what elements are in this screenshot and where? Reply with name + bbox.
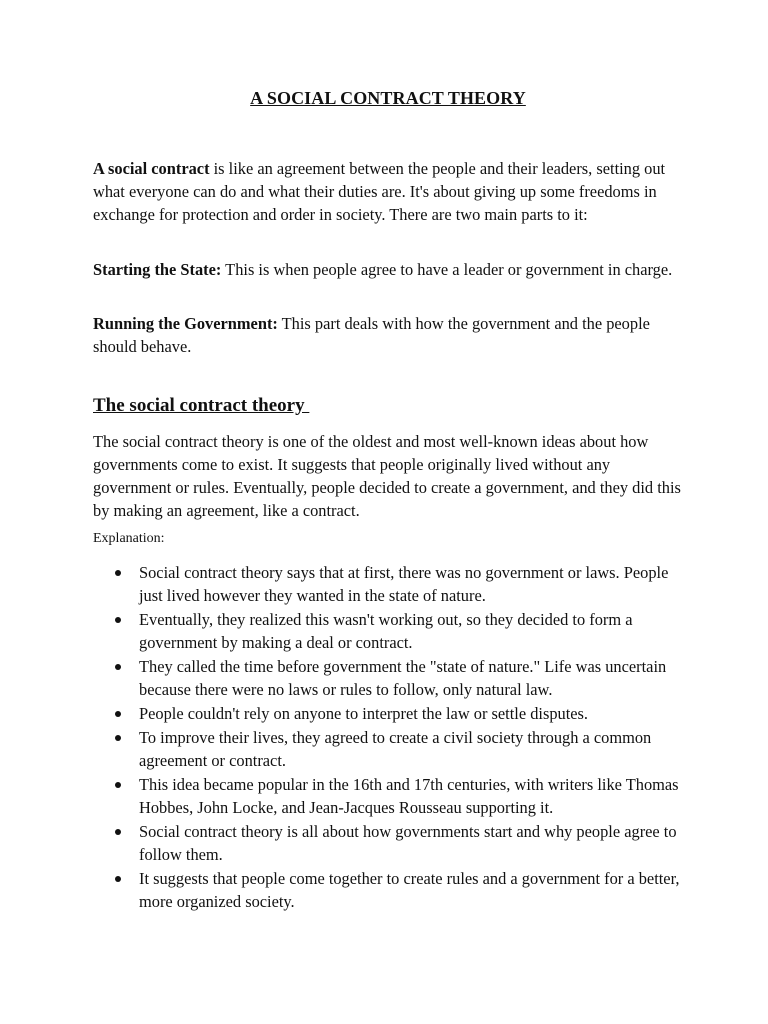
part-running-government-text: This part deals with how the government and the people should behave. xyxy=(93,314,650,356)
intro-text: is like an agreement between the people and their leaders, setting out what everyone can do and what their duties are. It's about giving up some freedoms in exchange for protection and order in society. There are two main parts to it: xyxy=(93,159,666,224)
bullet-icon xyxy=(115,617,121,623)
list-item xyxy=(93,655,683,701)
bullet-icon xyxy=(115,570,121,576)
list-item-text: This idea became popular in the 16th and 17th centuries, with writers like Thomas Hobbes, John Locke, and Jean-Jacques Rousseau supporting it. xyxy=(139,775,679,817)
bullet-icon xyxy=(115,876,121,882)
intro-paragraph xyxy=(93,157,683,226)
section-heading: The social contract theory xyxy=(93,395,310,416)
part-starting-state-term: Starting the State: xyxy=(93,260,222,279)
list-item-text: They called the time before government the "state of nature." Life was uncertain because there were no laws or rules to follow, only natural law. xyxy=(139,657,667,699)
list-item xyxy=(93,773,683,819)
part-starting-state xyxy=(93,258,683,281)
list-item xyxy=(93,702,683,725)
bullet-icon xyxy=(115,782,121,788)
list-item xyxy=(93,608,683,654)
bullet-icon xyxy=(115,735,121,741)
part-starting-state-text: This is when people agree to have a leader or government in charge. xyxy=(221,260,673,279)
part-running-government xyxy=(93,312,683,358)
list-item-text: Eventually, they realized this wasn't working out, so they decided to form a government by making a deal or contract. xyxy=(139,610,633,652)
list-item xyxy=(93,561,683,607)
explanation-list xyxy=(93,561,683,914)
list-item xyxy=(93,726,683,772)
part-running-government-term: Running the Government: xyxy=(93,314,278,333)
intro-bold-term: A social contract xyxy=(93,159,210,178)
explanation-label: Explanation: xyxy=(93,531,165,546)
bullet-icon xyxy=(115,711,121,717)
bullet-icon xyxy=(115,829,121,835)
list-item-text: It suggests that people come together to create rules and a government for a better, more organized society. xyxy=(139,869,680,911)
document-title: A SOCIAL CONTRACT THEORY xyxy=(250,88,526,108)
bullet-icon xyxy=(115,664,121,670)
list-item xyxy=(93,820,683,866)
list-item-text: Social contract theory says that at first, there was no government or laws. People just lived however they wanted in the state of nature. xyxy=(139,563,669,605)
list-item xyxy=(93,867,683,913)
list-item-text: To improve their lives, they agreed to create a civil society through a common agreement or contract. xyxy=(139,728,652,770)
section-paragraph: The social contract theory is one of the oldest and most well-known ideas about how governments come to exist. It suggests that people originally lived without any government or rules. Eventually, people decided to create a government, and they did this by making an agreement, like a contract. xyxy=(93,432,681,520)
list-item-text: Social contract theory is all about how governments start and why people agree to follow them. xyxy=(139,822,677,864)
list-item-text: People couldn't rely on anyone to interpret the law or settle disputes. xyxy=(139,704,589,723)
